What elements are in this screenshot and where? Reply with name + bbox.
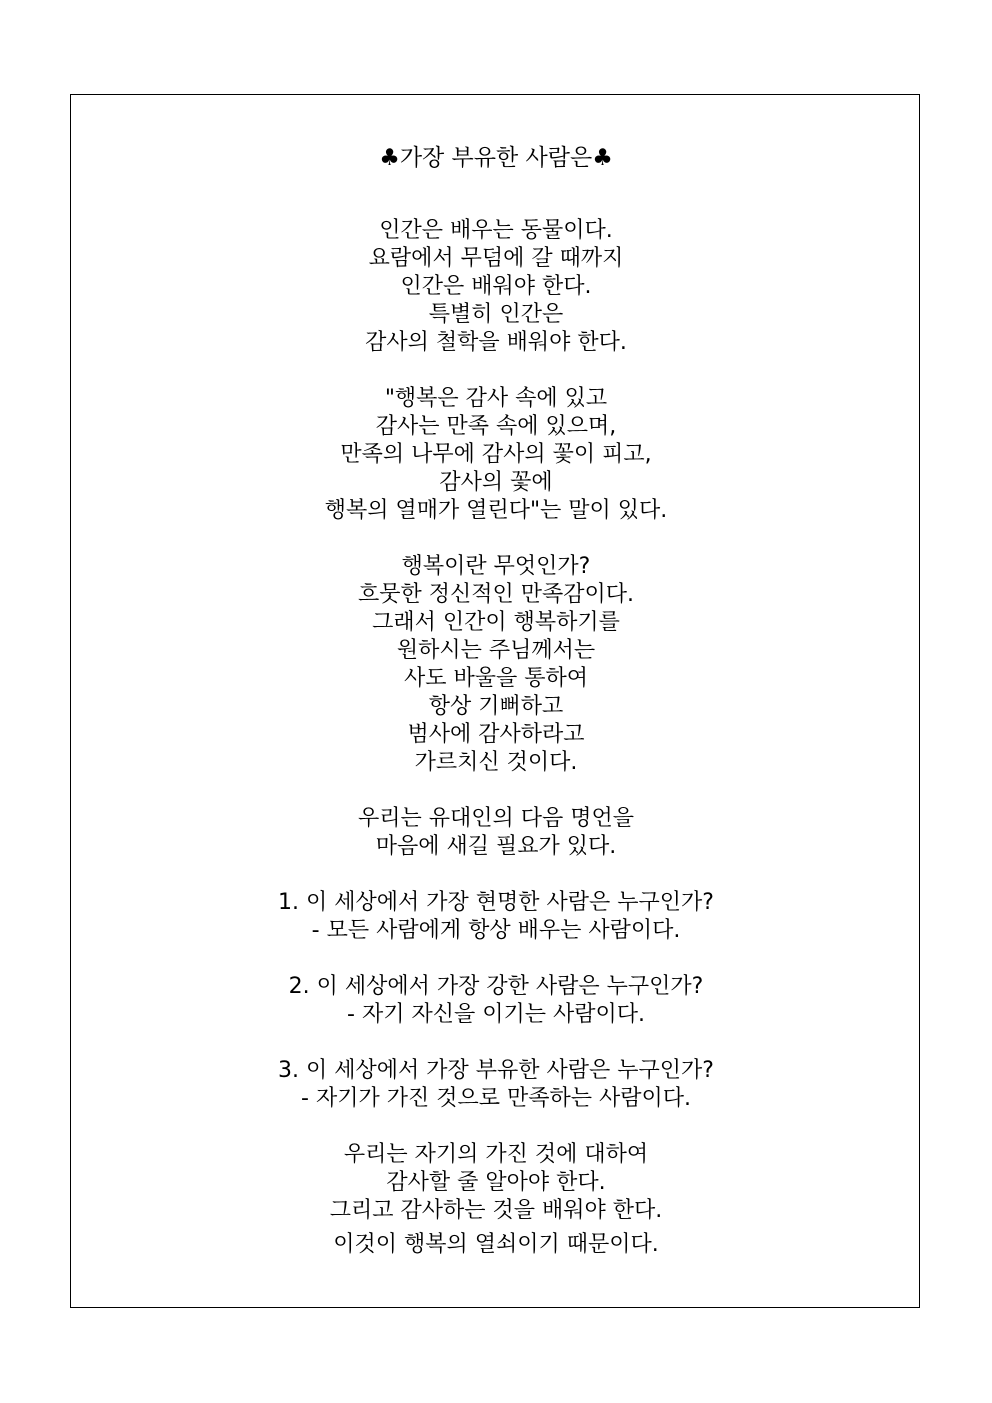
document-title xyxy=(0,143,992,173)
answer-line: - 모든 사람에게 항상 배우는 사람이다. xyxy=(311,918,681,943)
question-line: 1. 이 세상에서 가장 현명한 사람은 누구인가? xyxy=(278,890,714,915)
saying-2 xyxy=(0,973,992,1029)
text-line: 감사의 철학을 배워야 한다. xyxy=(365,330,627,355)
stanza-final xyxy=(0,1141,992,1259)
title-text: 가장 부유한 사람은 xyxy=(399,145,593,171)
text-line: 우리는 유대인의 다음 명언을 xyxy=(357,806,634,831)
stanza-4 xyxy=(0,805,992,861)
text-line: 마음에 새길 필요가 있다. xyxy=(375,834,617,859)
stanza-3 xyxy=(0,553,992,777)
club-suit-icon: ♣ xyxy=(592,145,613,171)
stanza-2 xyxy=(0,385,992,525)
question-line: 3. 이 세상에서 가장 부유한 사람은 누구인가? xyxy=(278,1058,714,1083)
stanza-1 xyxy=(0,217,992,357)
text-line: 행복의 열매가 열린다"는 말이 있다. xyxy=(324,498,668,523)
text-line: 특별히 인간은 xyxy=(428,302,564,327)
text-line: 요람에서 무덤에 갈 때까지 xyxy=(368,246,624,271)
answer-line: - 자기가 가진 것으로 만족하는 사람이다. xyxy=(301,1086,691,1111)
closing-line: 이것이 행복의 열쇠이기 때문이다. xyxy=(333,1232,659,1257)
text-line: 감사할 줄 알아야 한다. xyxy=(386,1170,606,1195)
document-body xyxy=(0,143,992,1259)
text-line: 사도 바울을 통하여 xyxy=(403,666,588,691)
text-line: 만족의 나무에 감사의 꽃이 피고, xyxy=(340,442,652,467)
text-line: 감사는 만족 속에 있으며, xyxy=(375,414,617,439)
saying-3 xyxy=(0,1057,992,1113)
text-line: 항상 기뻐하고 xyxy=(428,694,564,719)
club-suit-icon: ♣ xyxy=(379,145,400,171)
saying-1 xyxy=(0,889,992,945)
question-line: 2. 이 세상에서 가장 강한 사람은 누구인가? xyxy=(288,974,704,999)
text-line: 범사에 감사하라고 xyxy=(407,722,585,747)
text-line: 흐뭇한 정신적인 만족감이다. xyxy=(357,582,634,607)
text-line: 그리고 감사하는 것을 배워야 한다. xyxy=(329,1198,663,1223)
text-line: 행복이란 무엇인가? xyxy=(401,554,591,579)
text-line: 인간은 배우는 동물이다. xyxy=(379,218,613,243)
text-line: 가르치신 것이다. xyxy=(414,750,578,775)
text-line: 원하시는 주님께서는 xyxy=(396,638,596,663)
answer-line: - 자기 자신을 이기는 사람이다. xyxy=(347,1002,645,1027)
text-line: "행복은 감사 속에 있고 xyxy=(384,386,608,411)
text-line: 인간은 배워야 한다. xyxy=(400,274,592,299)
text-line: 감사의 꽃에 xyxy=(439,470,553,495)
text-line: 그래서 인간이 행복하기를 xyxy=(372,610,620,635)
text-line: 우리는 자기의 가진 것에 대하여 xyxy=(343,1142,649,1167)
